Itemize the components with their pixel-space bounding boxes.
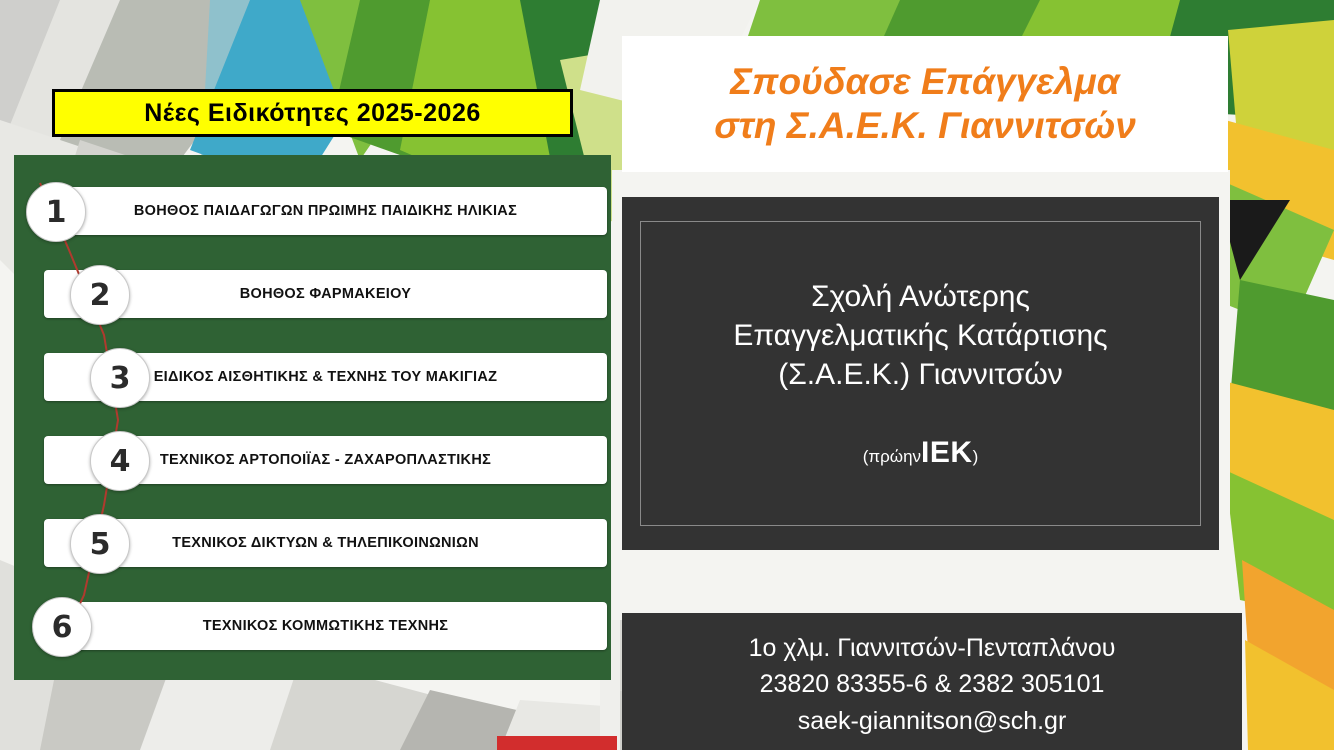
list-item-label: ΤΕΧΝΙΚΟΣ ΔΙΚΤΥΩΝ & ΤΗΛΕΠΙΚΟΙΝΩΝΙΩΝ [172,535,479,551]
school-name-card [622,197,1219,550]
former-prefix: (πρώην [862,447,922,466]
specialties-panel [14,155,611,680]
contact-card [622,613,1242,750]
list-item-number: 4 [90,431,150,491]
school-line-1: Σχολή Ανώτερης [811,280,1030,313]
list-item-label: ΤΕΧΝΙΚΟΣ ΑΡΤΟΠΟΙΪΑΣ - ΖΑΧΑΡΟΠΛΑΣΤΙΚΗΣ [159,452,492,468]
headline-line-2: στη Σ.Α.Ε.Κ. Γιαννιτσών [714,105,1136,146]
list-item-number: 3 [90,348,150,408]
school-line-3: (Σ.Α.Ε.Κ.) Γιαννιτσών [778,358,1063,391]
school-name-card-inner [640,221,1201,526]
headline-card [622,36,1228,172]
list-item-label: ΒΟΗΘΟΣ ΦΑΡΜΑΚΕΙΟΥ [239,286,412,302]
connector-line [14,155,611,680]
former-name: ΙΕΚ [921,436,973,469]
list-item-label: ΤΕΧΝΙΚΟΣ ΚΟΜΜΩΤΙΚΗΣ ΤΕΧΝΗΣ [202,618,449,634]
list-item-number: 1 [26,182,86,242]
decorative-red-shape [497,736,617,750]
list-item-number: 2 [70,265,130,325]
headline-line-1: Σπούδασε Επάγγελμα [730,61,1120,103]
contact-address: 1ο χλμ. Γιαννιτσών-Πενταπλάνου [748,634,1116,663]
school-line-2: Επαγγελματικής Κατάρτισης [733,319,1108,352]
contact-email[interactable]: saek-giannitson@sch.gr [797,706,1067,735]
list-item-number: 5 [70,514,130,574]
former-suffix: ) [972,447,979,466]
list-item-label: ΒΟΗΘΟΣ ΠΑΙΔΑΓΩΓΩΝ ΠΡΩΙΜΗΣ ΠΑΙΔΙΚΗΣ ΗΛΙΚΙΑΣ [133,203,518,219]
new-specialties-banner [52,89,573,137]
contact-phones: 23820 83355-6 & 2382 305101 [759,670,1105,699]
new-specialties-label: Νέες Ειδικότητες 2025-2026 [144,98,481,127]
former-name-line [863,436,978,470]
list-item-label: ΕΙΔΙΚΟΣ ΑΙΣΘΗΤΙΚΗΣ & ΤΕΧΝΗΣ ΤΟΥ ΜΑΚΙΓΙΑΖ [153,369,498,385]
specialties-list [14,155,611,680]
list-item-number: 6 [32,597,92,657]
